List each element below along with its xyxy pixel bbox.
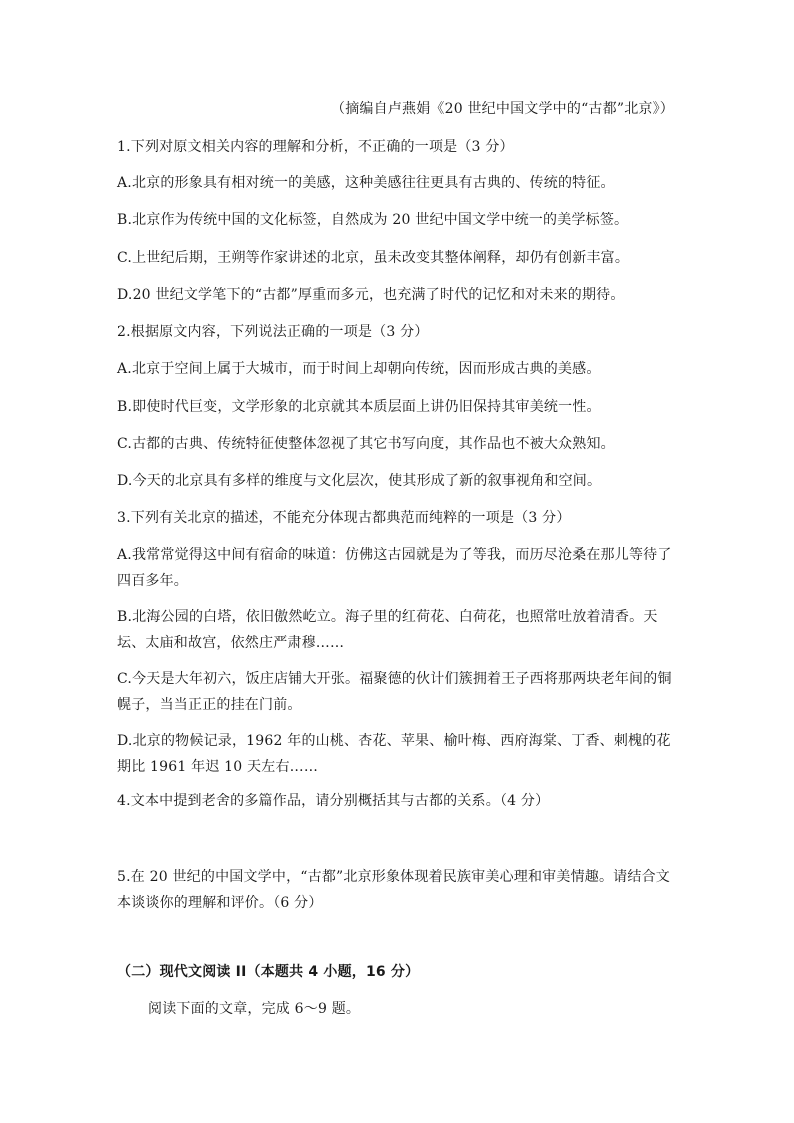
question-2-option-a: A.北京于空间上属于大城市，而于时间上却朝向传统，因而形成古典的美感。 xyxy=(117,361,601,377)
question-3-option-d: D.北京的物候记录，1962 年的山桃、杏花、苹果、榆叶梅、西府海棠、丁香、刺槐的花期比 1961 年迟 10 天左右…… xyxy=(117,733,671,775)
question-2-option-d: D.今天的北京具有多样的维度与文化层次，使其形成了新的叙事视角和空间。 xyxy=(117,473,602,489)
question-1-option-a: A.北京的形象具有相对统一的美感，这种美感往往更具有古典的、传统的特征。 xyxy=(117,175,615,191)
question-2-option-b: B.即使时代巨变，文学形象的北京就其本质层面上讲仍旧保持其审美统一性。 xyxy=(117,399,601,415)
question-1-option-c: C.上世纪后期，王朔等作家讲述的北京，虽未改变其整体阐释，却仍有创新丰富。 xyxy=(117,250,630,266)
question-1-stem: 1.下列对原文相关内容的理解和分析，不正确的一项是（3 分） xyxy=(117,139,514,155)
question-3-option-a: A.我常常觉得这中间有宿命的味道：仿佛这古园就是为了等我，而历尽沧桑在那儿等待了四百多年。 xyxy=(117,547,672,589)
section-2-title: （二）现代文阅读 II（本题共 4 小题，16 分） xyxy=(117,964,420,980)
question-2-stem: 2.根据原文内容，下列说法正确的一项是（3 分） xyxy=(117,324,429,340)
question-3-option-c: C.今天是大年初六，饭庄店铺大开张。福聚德的伙计们簇拥着王子西将那两块老年间的铜幌子，当当正正的挂在门前。 xyxy=(117,671,672,713)
source-citation: （摘编自卢燕娟《20 世纪中国文学中的“古都”北京》） xyxy=(331,101,674,117)
question-1-option-b: B.北京作为传统中国的文化标签，自然成为 20 世纪中国文学中统一的美学标签。 xyxy=(117,212,629,228)
question-4-stem: 4.文本中提到老舍的多篇作品，请分别概括其与古都的关系。（4 分） xyxy=(117,793,550,809)
question-3-stem: 3.下列有关北京的描述，不能充分体现古都典范而纯粹的一项是（3 分） xyxy=(117,510,571,526)
question-5-stem: 5.在 20 世纪的中国文学中，“古都”北京形象体现着民族审美心理和审美情趣。请结合文本谈谈你的理解和评价。（6 分） xyxy=(117,869,670,911)
question-1-option-d: D.20 世纪文学笔下的“古都”厚重而多元，也充满了时代的记忆和对未来的期待。 xyxy=(117,287,625,303)
question-3-option-b: B.北海公园的白塔，依旧傲然屹立。海子里的红荷花、白荷花，也照常吐放着清香。天坛、太庙和故宫，依然庄严肃穆…… xyxy=(117,609,658,651)
section-2-instruction: 阅读下面的文章，完成 6～9 题。 xyxy=(148,1001,361,1017)
question-2-option-c: C.古都的古典、传统特征使整体忽视了其它书写向度，其作品也不被大众熟知。 xyxy=(117,436,615,452)
